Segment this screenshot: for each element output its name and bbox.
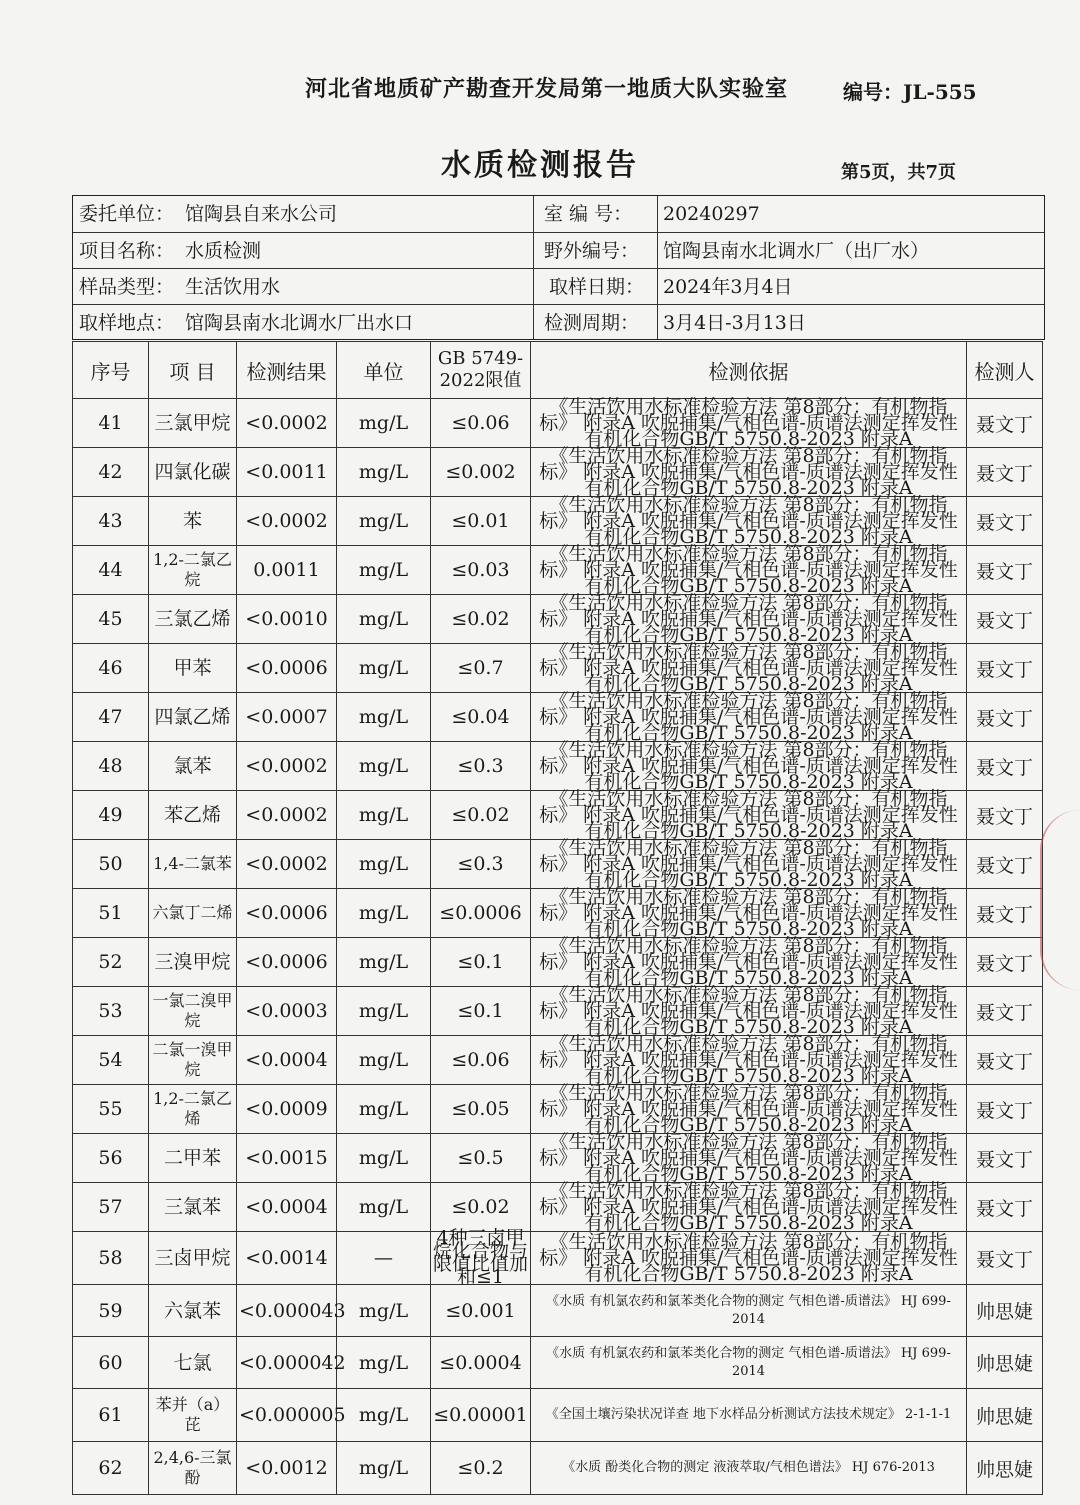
col-header-person: 检测人 <box>967 342 1043 399</box>
table-row <box>73 595 1043 644</box>
row-no: 61 <box>73 1389 149 1442</box>
row-result: <0.0006 <box>237 938 337 987</box>
row-item: 三氯乙烯 <box>149 595 237 644</box>
row-result: <0.0014 <box>237 1232 337 1285</box>
row-unit: mg/L <box>337 791 431 840</box>
row-limit: ≤0.06 <box>431 399 531 448</box>
row-no: 42 <box>73 448 149 497</box>
row-no: 59 <box>73 1285 149 1337</box>
row-limit: 4种三卤甲烷化合物与限值比值加和≤1 <box>431 1232 531 1285</box>
row-unit: mg/L <box>337 1285 431 1337</box>
row-basis: 《生活饮用水标准检验方法 第8部分：有机物指标》 附录A 吹脱捕集/气相色谱-质谱法测定挥发性有机化合物GB/T 5750.8-2023 附录A <box>531 1085 967 1134</box>
document-number: 编号：JL-555 <box>843 80 977 104</box>
table-row <box>73 546 1043 595</box>
row-result: <0.0011 <box>237 448 337 497</box>
row-result: <0.0004 <box>237 1183 337 1232</box>
lab-no-value: 20240297 <box>663 203 760 225</box>
row-result: <0.000042 <box>237 1337 337 1389</box>
row-basis: 《生活饮用水标准检验方法 第8部分：有机物指标》 附录A 吹脱捕集/气相色谱-质谱法测定挥发性有机化合物GB/T 5750.8-2023 附录A <box>531 1232 967 1285</box>
row-person: 聂文丁 <box>967 938 1043 987</box>
row-item: 苯并（a）芘 <box>149 1389 237 1442</box>
row-unit: mg/L <box>337 399 431 448</box>
table-row <box>73 840 1043 889</box>
row-person: 聂文丁 <box>967 1183 1043 1232</box>
seal-stamp <box>1040 810 1080 990</box>
table-row <box>73 399 1043 448</box>
row-basis: 《生活饮用水标准检验方法 第8部分：有机物指标》 附录A 吹脱捕集/气相色谱-质谱法测定挥发性有机化合物GB/T 5750.8-2023 附录A <box>531 644 967 693</box>
row-person: 聂文丁 <box>967 497 1043 546</box>
row-result: <0.0004 <box>237 1036 337 1085</box>
row-no: 57 <box>73 1183 149 1232</box>
row-basis: 《生活饮用水标准检验方法 第8部分：有机物指标》 附录A 吹脱捕集/气相色谱-质谱法测定挥发性有机化合物GB/T 5750.8-2023 附录A <box>531 1036 967 1085</box>
col-header-no: 序号 <box>73 342 149 399</box>
row-result: <0.0002 <box>237 791 337 840</box>
row-no: 47 <box>73 693 149 742</box>
row-item: 氯苯 <box>149 742 237 791</box>
location-label: 取样地点： <box>79 312 175 334</box>
row-unit: mg/L <box>337 1085 431 1134</box>
project-value: 水质检测 <box>185 240 262 262</box>
table-row <box>73 1337 1043 1389</box>
row-basis: 《生活饮用水标准检验方法 第8部分：有机物指标》 附录A 吹脱捕集/气相色谱-质谱法测定挥发性有机化合物GB/T 5750.8-2023 附录A <box>531 1134 967 1183</box>
period-label: 检测周期： <box>544 312 640 334</box>
row-person: 聂文丁 <box>967 399 1043 448</box>
row-person: 聂文丁 <box>967 1232 1043 1285</box>
row-limit: ≤0.001 <box>431 1285 531 1337</box>
row-limit: ≤0.3 <box>431 742 531 791</box>
row-person: 聂文丁 <box>967 889 1043 938</box>
row-limit: ≤0.0006 <box>431 889 531 938</box>
table-row <box>73 497 1043 546</box>
row-unit: mg/L <box>337 595 431 644</box>
row-basis: 《水质 有机氯农药和氯苯类化合物的测定 气相色谱-质谱法》 HJ 699-2014 <box>531 1337 967 1389</box>
row-unit: mg/L <box>337 1183 431 1232</box>
row-person: 帅思婕 <box>967 1442 1043 1495</box>
row-unit: mg/L <box>337 889 431 938</box>
sample-info-table <box>72 195 1045 340</box>
row-result: <0.0010 <box>237 595 337 644</box>
row-unit: mg/L <box>337 693 431 742</box>
table-row <box>73 1134 1043 1183</box>
field-no-label: 野外编号： <box>544 240 640 262</box>
row-limit: ≤0.02 <box>431 1183 531 1232</box>
row-item: 苯 <box>149 497 237 546</box>
row-no: 62 <box>73 1442 149 1495</box>
row-no: 60 <box>73 1337 149 1389</box>
row-person: 帅思婕 <box>967 1389 1043 1442</box>
row-basis: 《生活饮用水标准检验方法 第8部分：有机物指标》 附录A 吹脱捕集/气相色谱-质谱法测定挥发性有机化合物GB/T 5750.8-2023 附录A <box>531 791 967 840</box>
table-row <box>73 693 1043 742</box>
row-no: 44 <box>73 546 149 595</box>
row-person: 聂文丁 <box>967 791 1043 840</box>
table-row <box>73 1085 1043 1134</box>
row-person: 聂文丁 <box>967 693 1043 742</box>
row-basis: 《生活饮用水标准检验方法 第8部分：有机物指标》 附录A 吹脱捕集/气相色谱-质谱法测定挥发性有机化合物GB/T 5750.8-2023 附录A <box>531 546 967 595</box>
row-unit: mg/L <box>337 448 431 497</box>
row-unit: mg/L <box>337 1036 431 1085</box>
row-no: 54 <box>73 1036 149 1085</box>
row-result: <0.0002 <box>237 742 337 791</box>
row-unit: mg/L <box>337 1337 431 1389</box>
sample-date-label: 取样日期： <box>549 276 645 298</box>
row-unit: — <box>337 1232 431 1285</box>
row-no: 43 <box>73 497 149 546</box>
row-limit: ≤0.04 <box>431 693 531 742</box>
field-no-value: 馆陶县南水北调水厂（出厂水） <box>663 240 930 262</box>
report-title: 水质检测报告 <box>441 148 639 183</box>
row-result: <0.0002 <box>237 399 337 448</box>
row-limit: ≤0.1 <box>431 938 531 987</box>
row-limit: ≤0.03 <box>431 546 531 595</box>
row-limit: ≤0.02 <box>431 791 531 840</box>
row-limit: ≤0.002 <box>431 448 531 497</box>
row-person: 帅思婕 <box>967 1337 1043 1389</box>
row-basis: 《生活饮用水标准检验方法 第8部分：有机物指标》 附录A 吹脱捕集/气相色谱-质谱法测定挥发性有机化合物GB/T 5750.8-2023 附录A <box>531 448 967 497</box>
table-row <box>73 987 1043 1036</box>
sample-date-value: 2024年3月4日 <box>663 276 793 298</box>
row-limit: ≤0.00001 <box>431 1389 531 1442</box>
row-no: 58 <box>73 1232 149 1285</box>
row-result: <0.0002 <box>237 840 337 889</box>
row-result: <0.000005 <box>237 1389 337 1442</box>
row-result: 0.0011 <box>237 546 337 595</box>
table-header-row <box>73 342 1043 399</box>
row-person: 聂文丁 <box>967 987 1043 1036</box>
row-person: 聂文丁 <box>967 1085 1043 1134</box>
client-label: 委托单位： <box>79 203 175 225</box>
row-limit: ≤0.01 <box>431 497 531 546</box>
row-person: 聂文丁 <box>967 1134 1043 1183</box>
row-no: 52 <box>73 938 149 987</box>
row-item: 四氯乙烯 <box>149 693 237 742</box>
row-item: 三卤甲烷 <box>149 1232 237 1285</box>
row-basis: 《水质 有机氯农药和氯苯类化合物的测定 气相色谱-质谱法》 HJ 699-2014 <box>531 1285 967 1337</box>
table-row <box>73 1285 1043 1337</box>
row-limit: ≤0.05 <box>431 1085 531 1134</box>
row-unit: mg/L <box>337 1442 431 1495</box>
row-basis: 《生活饮用水标准检验方法 第8部分：有机物指标》 附录A 吹脱捕集/气相色谱-质谱法测定挥发性有机化合物GB/T 5750.8-2023 附录A <box>531 399 967 448</box>
row-basis: 《生活饮用水标准检验方法 第8部分：有机物指标》 附录A 吹脱捕集/气相色谱-质谱法测定挥发性有机化合物GB/T 5750.8-2023 附录A <box>531 497 967 546</box>
row-unit: mg/L <box>337 987 431 1036</box>
row-basis: 《生活饮用水标准检验方法 第8部分：有机物指标》 附录A 吹脱捕集/气相色谱-质谱法测定挥发性有机化合物GB/T 5750.8-2023 附录A <box>531 889 967 938</box>
table-row <box>73 1442 1043 1495</box>
row-item: 二甲苯 <box>149 1134 237 1183</box>
row-item: 六氯丁二烯 <box>149 889 237 938</box>
row-item: 甲苯 <box>149 644 237 693</box>
row-limit: ≤0.7 <box>431 644 531 693</box>
col-header-limit: GB 5749-2022限值 <box>431 342 531 399</box>
row-result: <0.0006 <box>237 644 337 693</box>
row-basis: 《生活饮用水标准检验方法 第8部分：有机物指标》 附录A 吹脱捕集/气相色谱-质谱法测定挥发性有机化合物GB/T 5750.8-2023 附录A <box>531 987 967 1036</box>
row-no: 45 <box>73 595 149 644</box>
table-row <box>73 1036 1043 1085</box>
col-header-item: 项 目 <box>149 342 237 399</box>
table-row <box>73 938 1043 987</box>
row-no: 41 <box>73 399 149 448</box>
row-basis: 《全国土壤污染状况详查 地下水样品分析测试方法技术规定》 2-1-1-1 <box>531 1389 967 1442</box>
row-no: 53 <box>73 987 149 1036</box>
row-result: <0.0002 <box>237 497 337 546</box>
row-person: 聂文丁 <box>967 448 1043 497</box>
row-item: 2,4,6-三氯酚 <box>149 1442 237 1495</box>
row-item: 1,4-二氯苯 <box>149 840 237 889</box>
row-basis: 《生活饮用水标准检验方法 第8部分：有机物指标》 附录A 吹脱捕集/气相色谱-质谱法测定挥发性有机化合物GB/T 5750.8-2023 附录A <box>531 840 967 889</box>
row-unit: mg/L <box>337 938 431 987</box>
row-result: <0.0006 <box>237 889 337 938</box>
project-label: 项目名称： <box>79 240 175 262</box>
sample-type-label: 样品类型： <box>79 276 175 298</box>
table-row <box>73 791 1043 840</box>
row-item: 苯乙烯 <box>149 791 237 840</box>
row-result: <0.0012 <box>237 1442 337 1495</box>
row-item: 1,2-二氯乙烯 <box>149 1085 237 1134</box>
row-unit: mg/L <box>337 497 431 546</box>
row-item: 七氯 <box>149 1337 237 1389</box>
row-limit: ≤0.0004 <box>431 1337 531 1389</box>
organization-name: 河北省地质矿产勘查开发局第一地质大队实验室 <box>305 76 789 102</box>
row-result: <0.0003 <box>237 987 337 1036</box>
row-limit: ≤0.1 <box>431 987 531 1036</box>
row-no: 49 <box>73 791 149 840</box>
row-basis: 《生活饮用水标准检验方法 第8部分：有机物指标》 附录A 吹脱捕集/气相色谱-质谱法测定挥发性有机化合物GB/T 5750.8-2023 附录A <box>531 938 967 987</box>
row-unit: mg/L <box>337 644 431 693</box>
row-item: 三氯甲烷 <box>149 399 237 448</box>
col-header-unit: 单位 <box>337 342 431 399</box>
row-limit: ≤0.3 <box>431 840 531 889</box>
row-basis: 《水质 酚类化合物的测定 液液萃取/气相色谱法》 HJ 676-2013 <box>531 1442 967 1495</box>
table-row <box>73 889 1043 938</box>
row-result: <0.0007 <box>237 693 337 742</box>
row-unit: mg/L <box>337 1389 431 1442</box>
row-no: 56 <box>73 1134 149 1183</box>
row-result: <0.0015 <box>237 1134 337 1183</box>
row-unit: mg/L <box>337 1134 431 1183</box>
table-row <box>73 644 1043 693</box>
row-person: 帅思婕 <box>967 1285 1043 1337</box>
col-header-result: 检测结果 <box>237 342 337 399</box>
client-value: 馆陶县自来水公司 <box>185 203 338 225</box>
results-table <box>72 341 1043 1495</box>
sample-type-value: 生活饮用水 <box>185 276 281 298</box>
row-person: 聂文丁 <box>967 742 1043 791</box>
row-item: 三氯苯 <box>149 1183 237 1232</box>
row-item: 三溴甲烷 <box>149 938 237 987</box>
row-unit: mg/L <box>337 840 431 889</box>
table-row <box>73 1183 1043 1232</box>
row-basis: 《生活饮用水标准检验方法 第8部分：有机物指标》 附录A 吹脱捕集/气相色谱-质谱法测定挥发性有机化合物GB/T 5750.8-2023 附录A <box>531 693 967 742</box>
table-row <box>73 448 1043 497</box>
row-result: <0.000043 <box>237 1285 337 1337</box>
table-row <box>73 1389 1043 1442</box>
row-item: 四氯化碳 <box>149 448 237 497</box>
row-result: <0.0009 <box>237 1085 337 1134</box>
row-unit: mg/L <box>337 742 431 791</box>
row-item: 一氯二溴甲烷 <box>149 987 237 1036</box>
row-no: 46 <box>73 644 149 693</box>
row-basis: 《生活饮用水标准检验方法 第8部分：有机物指标》 附录A 吹脱捕集/气相色谱-质谱法测定挥发性有机化合物GB/T 5750.8-2023 附录A <box>531 742 967 791</box>
table-row <box>73 1232 1043 1285</box>
row-no: 51 <box>73 889 149 938</box>
location-value: 馆陶县南水北调水厂出水口 <box>185 312 414 334</box>
row-no: 48 <box>73 742 149 791</box>
row-person: 聂文丁 <box>967 546 1043 595</box>
row-limit: ≤0.06 <box>431 1036 531 1085</box>
row-item: 1,2-二氯乙烷 <box>149 546 237 595</box>
row-person: 聂文丁 <box>967 595 1043 644</box>
row-person: 聂文丁 <box>967 1036 1043 1085</box>
row-item: 六氯苯 <box>149 1285 237 1337</box>
row-limit: ≤0.02 <box>431 595 531 644</box>
row-person: 聂文丁 <box>967 644 1043 693</box>
row-person: 聂文丁 <box>967 840 1043 889</box>
row-basis: 《生活饮用水标准检验方法 第8部分：有机物指标》 附录A 吹脱捕集/气相色谱-质谱法测定挥发性有机化合物GB/T 5750.8-2023 附录A <box>531 595 967 644</box>
row-no: 50 <box>73 840 149 889</box>
period-value: 3月4日-3月13日 <box>663 312 806 334</box>
row-limit: ≤0.2 <box>431 1442 531 1495</box>
row-no: 55 <box>73 1085 149 1134</box>
lab-no-label: 室 编 号： <box>544 203 633 225</box>
row-item: 二氯一溴甲烷 <box>149 1036 237 1085</box>
row-basis: 《生活饮用水标准检验方法 第8部分：有机物指标》 附录A 吹脱捕集/气相色谱-质谱法测定挥发性有机化合物GB/T 5750.8-2023 附录A <box>531 1183 967 1232</box>
page-info: 第5页，共7页 <box>841 162 957 183</box>
row-limit: ≤0.5 <box>431 1134 531 1183</box>
row-unit: mg/L <box>337 546 431 595</box>
col-header-basis: 检测依据 <box>531 342 967 399</box>
table-row <box>73 742 1043 791</box>
